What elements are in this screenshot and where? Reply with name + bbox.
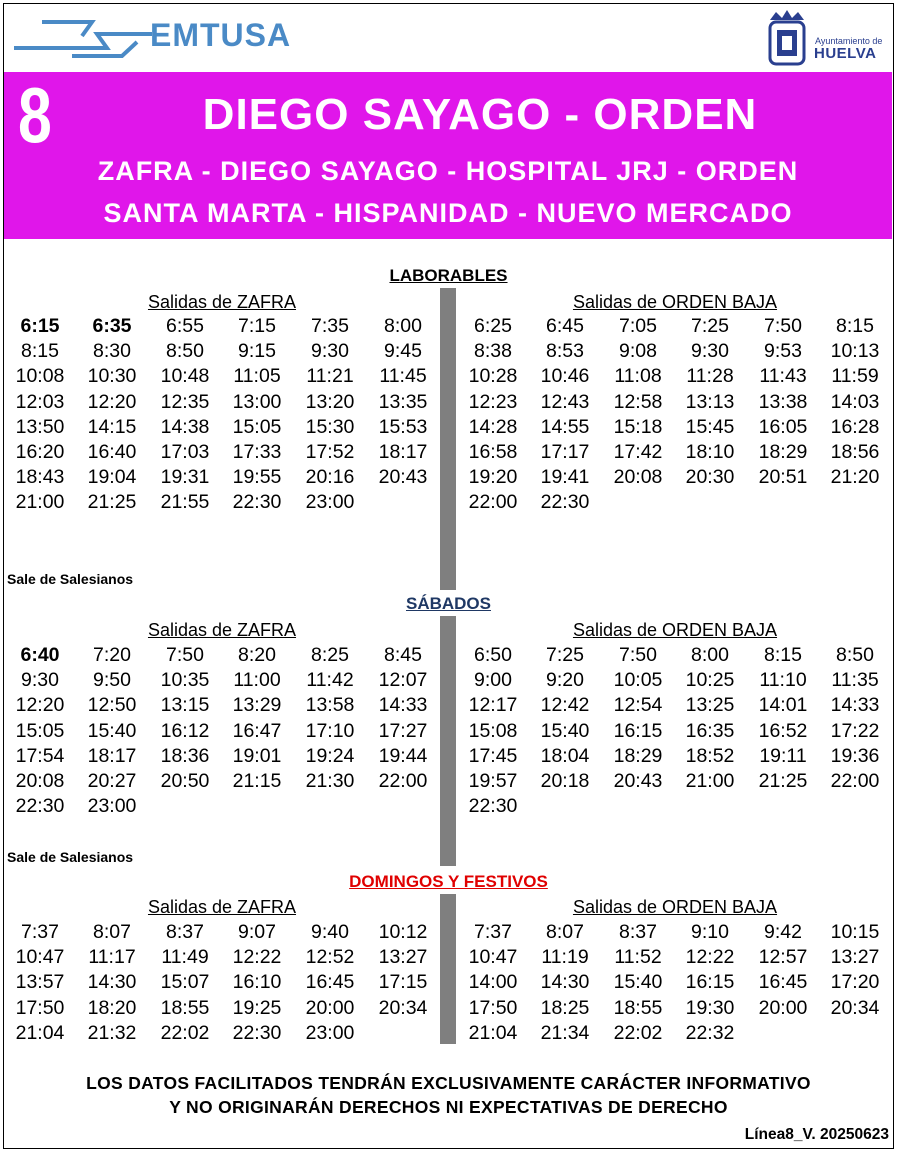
direction-label-orden: Salidas de ORDEN BAJA [572, 620, 778, 640]
departure-time-right: 14:33 [830, 694, 880, 717]
column-divider [440, 894, 456, 1044]
departure-time-right: 8:38 [474, 340, 512, 363]
departure-time-right: 13:25 [685, 694, 735, 717]
departure-time-left: 10:47 [15, 946, 65, 969]
column-divider [440, 288, 456, 590]
departure-time-left: 15:30 [305, 415, 355, 438]
departure-time-right: 22:00 [468, 491, 518, 514]
departure-time-right: 13:13 [685, 390, 735, 413]
departure-time-right: 15:18 [613, 415, 663, 438]
disclaimer-line-1: LOS DATOS FACILITADOS TENDRÁN EXCLUSIVAMENTE CARÁCTER INFORMATIVO [86, 1073, 811, 1093]
council-caption: Ayuntamiento de [815, 36, 883, 46]
departure-time-right: 9:20 [546, 669, 584, 692]
departure-time-left: 8:37 [166, 921, 204, 943]
departure-time-left: 20:34 [378, 996, 428, 1019]
departure-time-right: 9:42 [764, 921, 802, 943]
departure-time-left: 13:57 [15, 971, 65, 994]
departure-time-right: 17:42 [613, 441, 663, 463]
departure-time-left: 19:44 [378, 744, 428, 767]
departure-time-left: 17:03 [160, 441, 210, 463]
departure-time-left: 9:40 [311, 921, 349, 943]
salesianos-note: Sale de Salesianos [7, 571, 134, 587]
departure-time-right: 12:58 [613, 390, 663, 413]
column-divider [440, 616, 456, 866]
departure-time-right: 11:28 [686, 365, 734, 388]
departure-time-right: 17:22 [830, 719, 880, 742]
departure-time-left: 10:12 [378, 921, 428, 943]
departure-time-left: 16:12 [160, 719, 210, 742]
departure-time-right: 20:08 [613, 466, 663, 489]
departure-time-left: 14:33 [378, 694, 428, 717]
departure-time-left: 14:15 [87, 415, 137, 438]
departure-time-left: 22:00 [378, 770, 428, 792]
departure-time-left: 7:20 [93, 644, 131, 666]
departure-time-left: 17:33 [232, 441, 282, 463]
departure-time-right: 11:35 [831, 669, 879, 692]
departure-time-right: 18:52 [685, 744, 735, 767]
departure-time-right: 15:08 [468, 719, 518, 742]
departure-time-left: 9:15 [238, 340, 276, 363]
departure-time-right: 9:08 [619, 340, 657, 363]
departure-time-right: 9:00 [474, 669, 512, 692]
departure-time-right: 16:05 [758, 415, 808, 438]
departure-time-left: 23:00 [87, 795, 137, 818]
departure-time-left: 19:25 [232, 996, 282, 1019]
departure-time-right: 10:15 [830, 921, 880, 943]
departure-time-right: 19:11 [759, 744, 807, 767]
departure-time-left: 7:35 [311, 315, 349, 337]
departure-time-left: 10:30 [87, 365, 137, 388]
council-name: HUELVA [814, 45, 877, 62]
departure-time-left: 17:50 [15, 996, 65, 1019]
departure-time-right: 18:55 [613, 996, 663, 1019]
departure-time-right: 8:07 [546, 921, 584, 943]
departure-time-right: 10:13 [830, 340, 880, 363]
departure-time-left: 13:15 [160, 694, 210, 717]
direction-label-zafra: Salidas de ZAFRA [147, 897, 297, 917]
departure-time-left: 11:49 [161, 946, 209, 969]
departure-time-left: 17:54 [15, 744, 65, 767]
departure-time-right: 9:30 [691, 340, 729, 363]
departure-time-left: 11:45 [379, 365, 427, 388]
departure-time-left: 12:07 [378, 669, 428, 692]
departure-time-left: 22:30 [232, 1021, 282, 1044]
salesianos-note: Sale de Salesianos [7, 849, 134, 865]
departure-time-right: 18:10 [685, 441, 735, 463]
departure-time-right: 20:00 [758, 996, 808, 1019]
departure-time-left: 13:00 [232, 390, 282, 413]
departure-time-right: 20:43 [613, 770, 663, 792]
departure-time-left: 19:55 [232, 466, 282, 489]
departure-time-right: 10:28 [468, 365, 518, 388]
departure-time-left: 10:48 [160, 365, 210, 388]
departure-time-right: 21:00 [685, 770, 735, 792]
route-title: DIEGO SAYAGO - ORDEN [202, 90, 758, 139]
departure-time-right: 22:30 [540, 491, 590, 514]
departure-time-right: 8:50 [836, 644, 874, 666]
departure-time-left: 16:20 [15, 441, 65, 463]
departure-time-right: 8:15 [836, 315, 874, 337]
departure-time-right: 7:25 [691, 315, 729, 337]
departure-time-right: 7:05 [619, 315, 657, 337]
departure-time-left: 7:37 [21, 921, 59, 943]
departure-time-right: 21:20 [830, 466, 880, 489]
departure-time-left: 17:15 [378, 971, 428, 994]
departure-time-left: 21:32 [87, 1021, 137, 1044]
departure-time-left: 15:05 [15, 719, 65, 742]
departure-time-right: 12:42 [540, 694, 590, 717]
route-via-line-1: ZAFRA - DIEGO SAYAGO - HOSPITAL JRJ - ORDEN [97, 156, 799, 186]
departure-time-left: 9:30 [311, 340, 349, 363]
departure-time-left: 12:22 [232, 946, 282, 969]
departure-time-right: 11:19 [541, 946, 589, 969]
departure-time-left: 8:07 [93, 921, 131, 943]
departure-time-right: 20:30 [685, 466, 735, 489]
departure-time-right: 12:57 [758, 946, 808, 969]
departure-time-left: 15:07 [160, 971, 210, 994]
departure-time-left: 21:00 [15, 491, 65, 514]
departure-time-right: 19:36 [830, 744, 880, 767]
departure-time-right: 16:52 [758, 719, 808, 742]
departure-time-left: 18:36 [160, 744, 210, 767]
departure-time-left: 20:08 [15, 770, 65, 792]
departure-time-left: 20:00 [305, 996, 355, 1019]
departure-time-left: 18:55 [160, 996, 210, 1019]
departure-time-right: 17:17 [540, 441, 590, 463]
departure-time-left: 8:00 [384, 315, 422, 337]
departure-time-left: 13:29 [232, 694, 282, 717]
departure-time-left: 12:20 [15, 694, 65, 717]
section-title-domingos: DOMINGOS Y FESTIVOS [349, 872, 548, 891]
departure-time-right: 18:04 [540, 744, 590, 767]
departure-time-right: 22:32 [685, 1021, 735, 1044]
section-title-laborables: LABORABLES [389, 266, 508, 285]
departure-time-left: 22:30 [232, 491, 282, 514]
departure-time-right: 8:37 [619, 921, 657, 943]
departure-time-right: 12:54 [613, 694, 663, 717]
departure-time-right: 19:20 [468, 466, 518, 489]
departure-time-right: 18:29 [613, 744, 663, 767]
departure-time-left: 12:03 [15, 390, 65, 413]
departure-time-left: 18:43 [15, 466, 65, 489]
departure-time-left: 21:25 [87, 491, 137, 514]
departure-time-left: 12:52 [305, 946, 355, 969]
departure-time-left: 11:21 [306, 365, 354, 388]
departure-time-left: 15:05 [232, 415, 282, 438]
departure-time-left: 16:10 [232, 971, 282, 994]
departure-time-left: 11:17 [88, 946, 136, 969]
departure-time-left: 12:20 [87, 390, 137, 413]
departure-time-left: 10:35 [160, 669, 210, 692]
departure-time-right: 22:02 [613, 1021, 663, 1044]
departure-time-right: 10:46 [540, 365, 590, 388]
departure-time-right: 21:34 [540, 1021, 590, 1044]
departure-time-right: 18:56 [830, 441, 880, 463]
route-via-line-2: SANTA MARTA - HISPANIDAD - NUEVO MERCADO [103, 198, 793, 228]
departure-time-left: 11:42 [306, 669, 354, 692]
departure-time-left: 11:00 [233, 669, 281, 692]
departure-time-left: 19:24 [305, 744, 355, 767]
departure-time-right: 6:50 [474, 644, 512, 666]
departure-time-right: 15:45 [685, 415, 735, 438]
departure-time-right: 7:37 [474, 921, 512, 943]
departure-time-left: 13:27 [378, 946, 428, 969]
departure-time-right: 7:25 [546, 644, 584, 666]
departure-time-left: 21:55 [160, 491, 210, 514]
departure-time-right: 13:27 [830, 946, 880, 969]
departure-time-left: 6:40 [20, 644, 60, 666]
line-number: 8 [18, 71, 52, 159]
departure-time-left: 10:08 [15, 365, 65, 388]
departure-time-right: 16:35 [685, 719, 735, 742]
direction-label-orden: Salidas de ORDEN BAJA [572, 292, 778, 312]
departure-time-left: 8:15 [21, 340, 59, 363]
departure-time-left: 16:47 [232, 719, 282, 742]
departure-time-right: 11:08 [614, 365, 662, 388]
departure-time-left: 6:55 [166, 315, 204, 337]
departure-time-left: 19:31 [160, 466, 210, 489]
departure-time-left: 8:25 [311, 644, 349, 666]
departure-time-right: 17:20 [830, 971, 880, 994]
departure-time-left: 13:50 [15, 415, 65, 438]
departure-time-left: 8:30 [93, 340, 131, 363]
departure-time-left: 6:15 [20, 315, 60, 337]
departure-time-right: 18:25 [540, 996, 590, 1019]
departure-time-left: 20:16 [305, 466, 355, 489]
departure-time-right: 7:50 [619, 644, 657, 666]
departure-time-left: 23:00 [305, 1021, 355, 1044]
departure-time-right: 10:05 [613, 669, 663, 692]
section-title-sabados: SÁBADOS [405, 594, 491, 613]
departure-time-right: 17:50 [468, 996, 518, 1019]
departure-time-right: 15:40 [613, 971, 663, 994]
departure-time-right: 14:03 [830, 390, 880, 413]
departure-time-right: 7:50 [764, 315, 802, 337]
departure-time-right: 12:17 [468, 694, 518, 717]
departure-time-right: 8:53 [546, 340, 584, 363]
direction-label-orden: Salidas de ORDEN BAJA [572, 897, 778, 917]
departure-time-right: 20:34 [830, 996, 880, 1019]
departure-time-right: 12:22 [685, 946, 735, 969]
departure-time-left: 9:30 [21, 669, 59, 692]
departure-time-right: 19:30 [685, 996, 735, 1019]
departure-time-right: 13:38 [758, 390, 808, 413]
departure-time-left: 8:20 [238, 644, 276, 666]
departure-time-right: 21:25 [758, 770, 808, 792]
departure-time-right: 11:52 [614, 946, 662, 969]
direction-label-zafra: Salidas de ZAFRA [147, 620, 297, 640]
departure-time-right: 15:40 [540, 719, 590, 742]
departure-time-right: 12:23 [468, 390, 518, 413]
departure-time-right: 12:43 [540, 390, 590, 413]
departure-time-left: 18:17 [378, 441, 428, 463]
departure-time-right: 21:04 [468, 1021, 518, 1044]
departure-time-left: 12:50 [87, 694, 137, 717]
departure-time-right: 14:55 [540, 415, 590, 438]
departure-time-right: 17:45 [468, 744, 518, 767]
departure-time-right: 16:28 [830, 415, 880, 438]
departure-time-right: 14:28 [468, 415, 518, 438]
departure-time-right: 22:30 [468, 795, 518, 818]
departure-time-left: 20:27 [87, 770, 137, 792]
departure-time-right: 6:25 [474, 315, 512, 337]
direction-label-zafra: Salidas de ZAFRA [147, 292, 297, 312]
departure-time-right: 18:29 [758, 441, 808, 463]
departure-time-left: 16:40 [87, 441, 137, 463]
departure-time-left: 9:50 [93, 669, 131, 692]
departure-time-left: 13:35 [378, 390, 428, 413]
brand-name: EMTUSA [150, 17, 292, 53]
departure-time-right: 20:18 [540, 770, 590, 792]
departure-time-left: 17:52 [305, 441, 355, 463]
departure-time-right: 16:58 [468, 441, 518, 463]
departure-time-left: 13:20 [305, 390, 355, 413]
departure-time-right: 11:10 [759, 669, 807, 692]
departure-time-left: 14:30 [87, 971, 137, 994]
departure-time-left: 9:45 [384, 340, 422, 363]
departure-time-left: 12:35 [160, 390, 210, 413]
departure-time-left: 16:45 [305, 971, 355, 994]
departure-time-right: 10:25 [685, 669, 735, 692]
departure-time-left: 21:30 [305, 770, 355, 792]
departure-time-left: 7:50 [166, 644, 204, 666]
departure-time-left: 19:01 [232, 744, 282, 767]
departure-time-right: 9:10 [691, 921, 729, 943]
departure-time-right: 11:59 [831, 365, 879, 388]
departure-time-left: 21:04 [15, 1021, 65, 1044]
departure-time-left: 9:07 [238, 921, 276, 943]
departure-time-left: 21:15 [232, 770, 282, 792]
departure-time-right: 20:51 [758, 466, 808, 489]
departure-time-left: 22:30 [15, 795, 65, 818]
version-label: Línea8_V. 20250623 [744, 1126, 889, 1143]
departure-time-left: 23:00 [305, 491, 355, 514]
departure-time-left: 15:53 [378, 415, 428, 438]
departure-time-right: 11:43 [759, 365, 807, 388]
departure-time-left: 6:35 [92, 315, 132, 337]
departure-time-right: 14:00 [468, 971, 518, 994]
departure-time-left: 14:38 [160, 415, 210, 438]
departure-time-right: 16:15 [685, 971, 735, 994]
departure-time-left: 17:27 [378, 719, 428, 742]
departure-time-right: 16:45 [758, 971, 808, 994]
departure-time-left: 8:50 [166, 340, 204, 363]
disclaimer-line-2: Y NO ORIGINARÁN DERECHOS NI EXPECTATIVAS DE DERECHO [169, 1097, 728, 1117]
departure-time-right: 16:15 [613, 719, 663, 742]
departure-time-left: 15:40 [87, 719, 137, 742]
departure-time-left: 22:02 [160, 1021, 210, 1044]
departure-time-left: 19:04 [87, 466, 137, 489]
departure-time-right: 19:41 [540, 466, 590, 489]
departure-time-left: 11:05 [233, 365, 281, 388]
departure-time-right: 14:01 [758, 694, 808, 717]
departure-time-right: 22:00 [830, 770, 880, 792]
departure-time-left: 20:43 [378, 466, 428, 489]
departure-time-right: 9:53 [764, 340, 802, 363]
departure-time-left: 8:45 [384, 644, 422, 666]
departure-time-left: 17:10 [305, 719, 355, 742]
departure-time-left: 18:17 [87, 744, 137, 767]
departure-time-left: 13:58 [305, 694, 355, 717]
departure-time-right: 8:15 [764, 644, 802, 666]
departure-time-right: 14:30 [540, 971, 590, 994]
departure-time-right: 19:57 [468, 770, 518, 792]
departure-time-right: 8:00 [691, 644, 729, 666]
departure-time-right: 6:45 [546, 315, 584, 337]
departure-time-right: 10:47 [468, 946, 518, 969]
departure-time-left: 7:15 [238, 315, 276, 337]
departure-time-left: 18:20 [87, 996, 137, 1019]
departure-time-left: 20:50 [160, 770, 210, 792]
